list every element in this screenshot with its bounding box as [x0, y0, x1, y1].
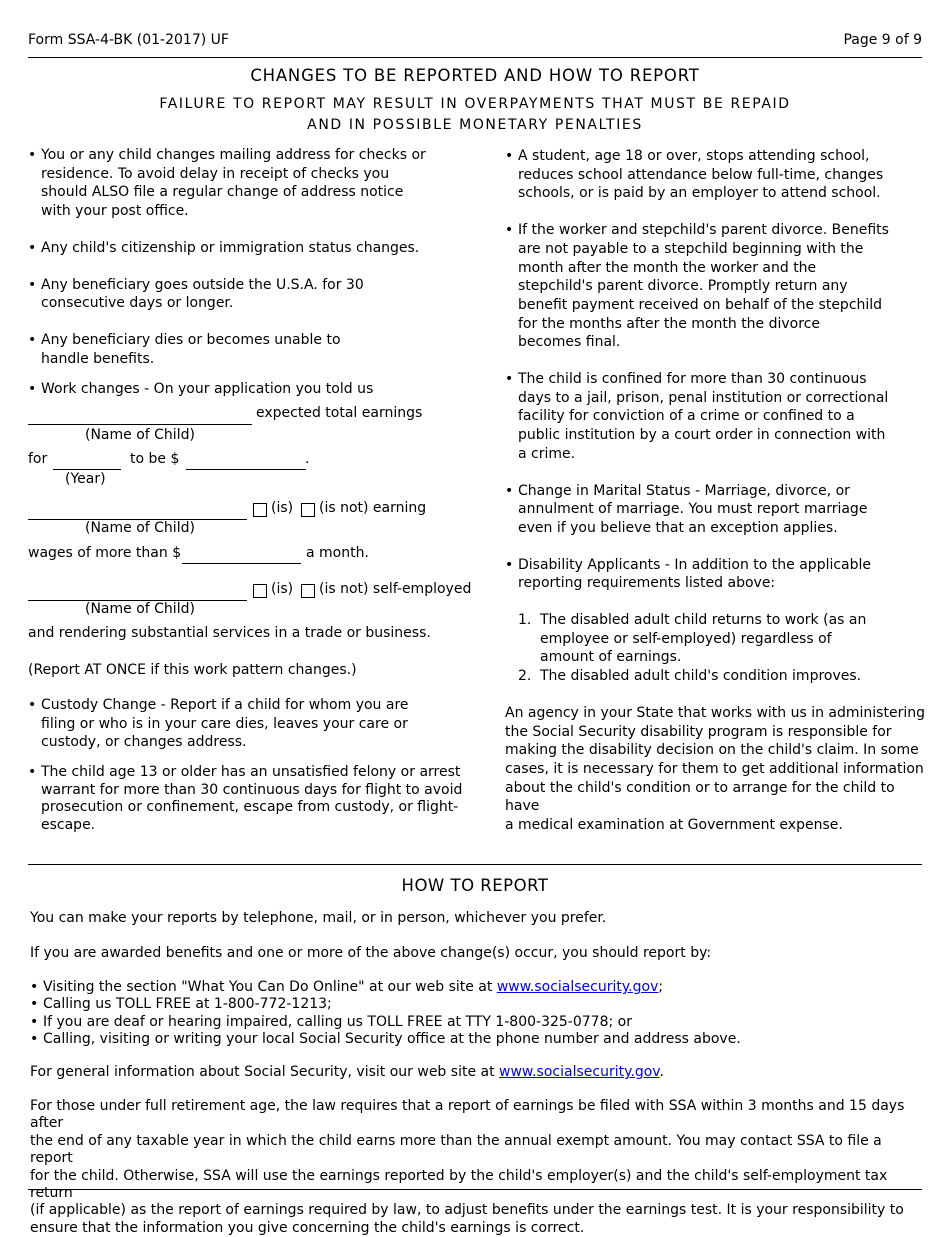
text-line: ensure that the information you give concerning the child's earnings is correct. [30, 1219, 585, 1236]
text-line: An agency in your State that works with us in administering [505, 704, 925, 721]
text-line: employee or self-employed) regardless of [540, 630, 832, 647]
year-field[interactable] [53, 469, 121, 470]
bullet-dot: • [30, 1013, 39, 1030]
numbered-item-1 [518, 611, 925, 667]
is-earning-checkbox[interactable] [253, 503, 267, 517]
left-column [28, 146, 488, 399]
text-span: Calling, visiting or writing your local Social Security office at the phone number and address above. [43, 1031, 741, 1048]
bullet-work-changes [28, 380, 488, 399]
text-line: making the disability decision on the child's claim. In some [505, 742, 919, 759]
page-title: CHANGES TO BE REPORTED AND HOW TO REPORT [250, 66, 700, 85]
general-info-paragraph [30, 1064, 922, 1081]
period-label: . [305, 451, 310, 467]
text-line: prosecution or confinement, escape from custody, or flight- [41, 799, 459, 816]
text-line: Any beneficiary dies or becomes unable to [41, 331, 341, 348]
bullet-dot: • [28, 239, 37, 256]
is-not-earning-label: (is not) earning [319, 500, 427, 516]
page-subtitle [0, 94, 950, 136]
is-label: (is) [271, 581, 294, 597]
text-line: for the months after the month the divorce [518, 315, 821, 332]
item-number: 2. [518, 668, 532, 685]
text-span: . [659, 1064, 664, 1080]
text-line: becomes final. [518, 334, 621, 351]
bullet-custody-change [28, 696, 488, 752]
text-line: a crime. [518, 445, 576, 462]
is-not-self-employed-label: (is not) self-employed [319, 581, 472, 597]
text-span: Calling us TOLL FREE at 1-800-772-1213; [43, 996, 332, 1013]
name-of-child-caption: (Name of Child) [85, 601, 195, 617]
monthly-wages-field[interactable] [182, 563, 301, 564]
bullet-marital-status [505, 482, 925, 538]
child-name-field-1[interactable] [28, 424, 252, 425]
bullet-dot: • [505, 148, 514, 164]
agency-paragraph [505, 704, 925, 835]
text-line: Custody Change - Report if a child for whom you are [41, 697, 409, 713]
footer-rule [28, 1189, 922, 1190]
bullet-dot: • [505, 482, 514, 499]
how-item-tty [30, 1014, 922, 1031]
text-span: ; [658, 979, 664, 995]
is-self-employed-checkbox[interactable] [253, 584, 267, 598]
bullet-dot: • [505, 556, 514, 573]
bullet-child-confined [505, 370, 925, 464]
text-line: a medical examination at Government expense. [505, 817, 843, 834]
name-of-child-caption: (Name of Child) [85, 520, 195, 536]
text-line: If the worker and stepchild's parent divorce. Benefits [518, 222, 889, 239]
section-rule [28, 864, 922, 865]
left-column-lower [28, 696, 488, 834]
how-list [30, 979, 922, 1049]
text-line: handle benefits. [41, 350, 155, 367]
text-line: Any beneficiary goes outside the U.S.A. for 30 [41, 276, 364, 293]
text-line: annulment of marriage. You must report marriage [518, 501, 868, 518]
bullet-dot: • [28, 764, 37, 781]
bullet-student-stops [505, 147, 925, 203]
text-line: The child is confined for more than 30 continuous [518, 371, 867, 388]
rendering-services-text: and rendering substantial services in a trade or business. [28, 625, 431, 641]
a-month-label: a month. [306, 545, 369, 561]
text-line: days to a jail, prison, penal institution or correctional [518, 389, 889, 406]
text-span: If you are deaf or hearing impaired, calling us TOLL FREE at TTY 1-800-325-0778; or [43, 1013, 632, 1030]
how-intro: You can make your reports by telephone, mail, or in person, whichever you prefer. [30, 910, 607, 926]
text-line: the Social Security disability program is responsible for [505, 723, 892, 740]
how-item-local-office [30, 1031, 922, 1048]
text-line: escape. [41, 816, 96, 833]
text-line: are not payable to a stepchild beginning with the [518, 240, 864, 257]
bullet-beneficiary-dies [28, 331, 488, 368]
bullet-dot: • [30, 996, 39, 1013]
header-rule [28, 57, 922, 58]
text-line: reduces school attendance below full-time, changes [518, 166, 884, 183]
name-of-child-caption: (Name of Child) [85, 427, 195, 443]
bullet-address-change [28, 146, 488, 221]
bullet-dot: • [505, 222, 514, 239]
text-span: Visiting the section "What You Can Do Online" at our web site at [43, 979, 497, 995]
text-line: The disabled adult child returns to work (as an [540, 612, 867, 629]
text-line: stepchild's parent divorce. Promptly return any [518, 278, 848, 295]
earnings-report-paragraph [30, 1098, 922, 1237]
bullet-citizenship [28, 239, 488, 258]
form-id: Form SSA-4-BK (01-2017) UF [28, 32, 229, 48]
text-line: month after the month the worker and the [518, 259, 817, 276]
bullet-outside-usa [28, 276, 488, 313]
report-at-once-text: (Report AT ONCE if this work pattern changes.) [28, 662, 357, 678]
text-line: residence. To avoid delay in receipt of checks you [41, 165, 390, 182]
is-not-self-employed-checkbox[interactable] [301, 584, 315, 598]
text-line: Any child's citizenship or immigration status changes. [41, 239, 420, 256]
text-span: For general information about Social Security, visit our web site at [30, 1064, 500, 1080]
text-line: You or any child changes mailing address for checks or [41, 147, 426, 163]
how-item-call [30, 996, 922, 1013]
text-line: the end of any taxable year in which the child earns more than the annual exempt amount. You may contact SSA to file a report [30, 1132, 882, 1167]
wages-label: wages of more than $ [28, 545, 182, 561]
text-line: For those under full retirement age, the law requires that a report of earnings be filed with SSA within 3 months and 15 days after [30, 1098, 905, 1132]
text-line: amount of earnings. [540, 649, 682, 666]
how-report-by: If you are awarded benefits and one or more of the above change(s) occur, you should report by: [30, 945, 712, 961]
is-label: (is) [271, 500, 294, 516]
text-line: even if you believe that an exception applies. [518, 519, 838, 536]
year-caption: (Year) [65, 471, 106, 487]
bullet-dot: • [28, 147, 37, 163]
bullet-dot: • [30, 1031, 39, 1048]
text-line: schools, or is paid by an employer to attend school. [518, 185, 881, 202]
text-line: with your post office. [41, 203, 189, 220]
text-line: A student, age 18 or over, stops attending school, [518, 148, 870, 164]
text-line: The child age 13 or older has an unsatisfied felony or arrest [41, 764, 461, 781]
how-to-report-title: HOW TO REPORT [401, 876, 549, 895]
page-number: Page 9 of 9 [843, 32, 922, 48]
text-line: filing or who is in your care dies, leaves your care or [41, 715, 408, 732]
how-item-online [30, 979, 922, 996]
earnings-amount-field[interactable] [186, 469, 306, 470]
text-line: reporting requirements listed above: [518, 575, 776, 592]
bullet-dot: • [28, 697, 37, 713]
to-be-label: to be $ [130, 451, 180, 467]
text-line: about the child's condition or to arrange for the child to have [505, 779, 895, 815]
for-label: for [28, 451, 48, 467]
text-line: custody, or changes address. [41, 734, 247, 751]
text-line: (if applicable) as the report of earnings required by law, to adjust benefits under the earnings test. It is your responsibility to [30, 1202, 904, 1219]
text-line: warrant for more than 30 continuous days for flight to avoid [41, 781, 463, 798]
socialsecurity-link[interactable]: www.socialsecurity.gov [499, 1064, 660, 1080]
bullet-dot: • [30, 979, 39, 995]
bullet-disability-applicants [505, 556, 925, 593]
disability-numbered-list [505, 611, 925, 686]
item-number: 1. [518, 612, 532, 629]
right-column [505, 147, 925, 835]
is-not-earning-checkbox[interactable] [301, 503, 315, 517]
text-line: consecutive days or longer. [41, 295, 234, 312]
text-line: The disabled adult child's condition improves. [540, 668, 862, 685]
text-line: should ALSO file a regular change of address notice [41, 184, 404, 201]
numbered-item-2 [518, 667, 925, 686]
bullet-stepchild-divorce [505, 221, 925, 352]
bullet-dot: • [28, 276, 37, 293]
bullet-felony-warrant [28, 764, 488, 834]
text-line: benefit payment received on behalf of the stepchild [518, 296, 883, 313]
text-line: public institution by a court order in connection with [518, 427, 886, 444]
subtitle-line-1: FAILURE TO REPORT MAY RESULT IN OVERPAYMENTS THAT MUST BE REPAID [159, 96, 791, 112]
text-line: facility for conviction of a crime or confined to a [518, 408, 855, 425]
socialsecurity-link[interactable]: www.socialsecurity.gov [496, 979, 659, 995]
bullet-dot: • [505, 371, 514, 388]
text-line: for the child. Otherwise, SSA will use the earnings reported by the child's employer(s) and the child's self-employment tax return [30, 1167, 888, 1202]
text-line: Work changes - On your application you told us [41, 381, 374, 398]
bullet-dot: • [28, 381, 37, 398]
expected-earnings-label: expected total earnings [256, 405, 423, 421]
subtitle-line-2: AND IN POSSIBLE MONETARY PENALTIES [307, 117, 643, 133]
bullet-dot: • [28, 331, 37, 348]
text-line: Change in Marital Status - Marriage, divorce, or [518, 482, 850, 499]
text-line: cases, it is necessary for them to get additional information [505, 760, 924, 777]
text-line: Disability Applicants - In addition to the applicable [518, 556, 872, 573]
